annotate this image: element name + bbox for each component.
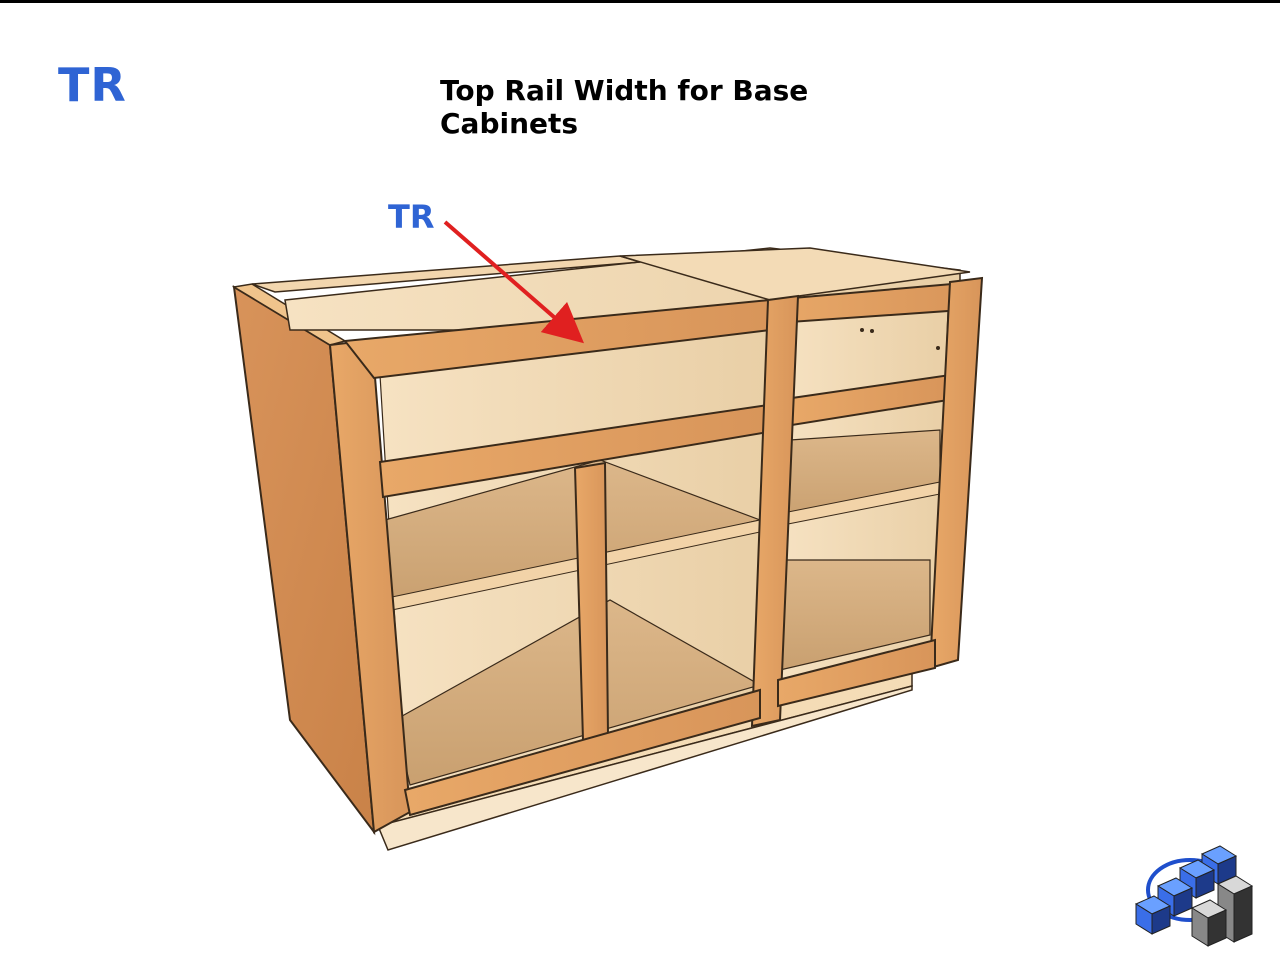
pilot-hole-dot [860, 328, 864, 332]
page-title: Top Rail Width for Base Cabinets [440, 74, 809, 140]
top-rail-callout-label: TR [388, 198, 435, 236]
blue-cubes-logo [1132, 842, 1272, 952]
pilot-hole-dot [936, 346, 940, 350]
section-badge: TR [58, 58, 127, 112]
pilot-hole-dot [870, 329, 874, 333]
